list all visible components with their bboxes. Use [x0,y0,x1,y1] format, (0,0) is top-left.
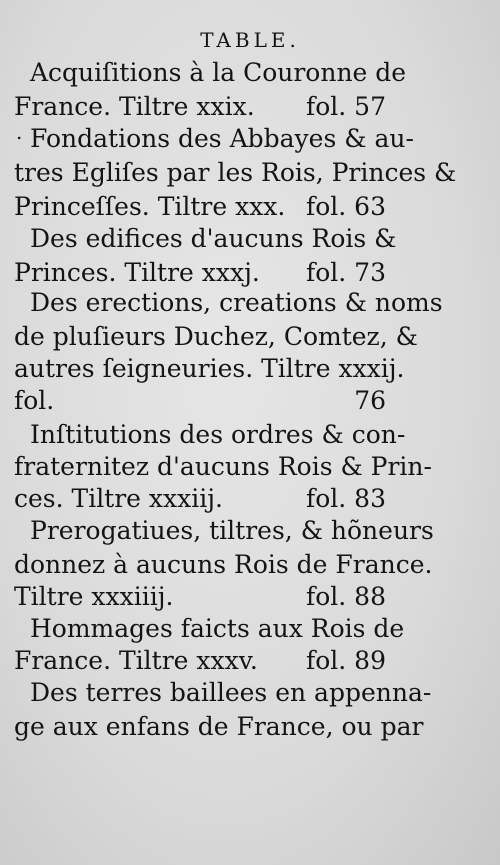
entry-line [14,646,386,676]
entry-line: Fondations des Abbayes & au- [30,124,414,153]
folio-number: 76 [354,386,386,415]
entry-line: donnez à aucuns Rois de France. [14,550,433,579]
entry-line [14,92,386,122]
entry-line [14,582,386,612]
folio-number: fol. 89 [305,646,386,675]
entry-text: fol. [14,386,55,415]
entry-text: Princes. Tiltre xxxj. [14,258,260,287]
entry-text: ces. Tiltre xxxiij. [14,484,223,513]
folio-number: fol. 57 [305,92,386,121]
margin-dot: . [16,120,23,144]
folio-number: fol. 63 [305,192,386,221]
folio-number: fol. 83 [305,484,386,513]
running-header: TABLE. [200,28,300,52]
entry-line: tres Egliſes par les Rois, Princes & [14,158,457,187]
entry-line [14,484,386,514]
entry-line: fraternitez d'aucuns Rois & Prin- [14,452,432,481]
entry-text: France. Tiltre xxxv. [14,646,258,675]
entry-text: Tiltre xxxiiij. [14,582,174,611]
entry-text: France. Tiltre xxix. [14,92,255,121]
entry-line [14,258,386,288]
entry-text: Princeſſes. Tiltre xxx. [14,192,286,221]
entry-line: Hommages faicts aux Rois de [30,614,405,643]
entry-line: ge aux enfans de France, ou par [14,712,424,741]
folio-number: fol. 73 [305,258,386,287]
entry-line: Inſtitutions des ordres & con- [30,420,406,449]
folio-number: fol. 88 [305,582,386,611]
entry-line: Prerogatiues, tiltres, & hõneurs [30,516,434,545]
entry-line: Acquiſitions à la Couronne de [30,58,407,87]
entry-line [14,386,386,416]
entry-line: autres ſeigneuries. Tiltre xxxij. [14,354,405,383]
entry-line [14,192,386,222]
entry-line: Des terres baillees en appenna- [30,678,432,707]
entry-line: de pluſieurs Duchez, Comtez, & [14,322,418,351]
entry-line: Des edifices d'aucuns Rois & [30,224,397,253]
entry-line: Des erections, creations & noms [30,288,443,317]
